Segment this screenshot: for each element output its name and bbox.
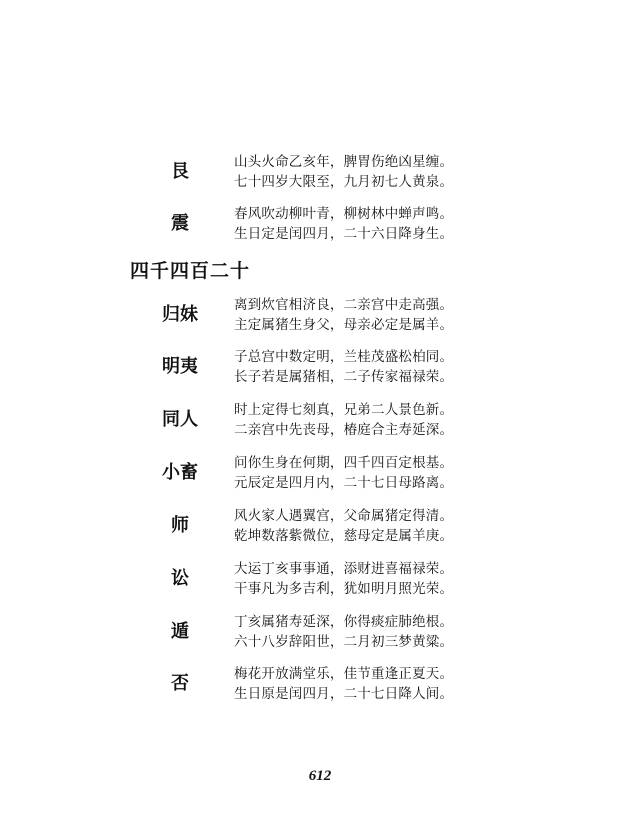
verse-line: 离到炊官相济良，二亲宫中走高强。 — [234, 297, 454, 313]
verse-block — [234, 295, 534, 335]
verse-line: 七十四岁大限至，九月初七人黄泉。 — [234, 174, 454, 190]
verse-block — [234, 347, 534, 387]
verse-block — [234, 204, 534, 244]
hexagram-name: 否 — [171, 673, 189, 694]
hexagram-name: 遁 — [171, 621, 189, 642]
hexagram-name: 归妹 — [162, 304, 198, 325]
entry-guimei — [0, 295, 640, 335]
verse-line: 长子若是属猪相，二子传家福禄荣。 — [234, 369, 454, 385]
verse-block — [234, 559, 534, 599]
verse-line: 问你生身在何期，四千四百定根基。 — [234, 455, 454, 471]
verse-line: 时上定得七刻真，兄弟二人景色新。 — [234, 402, 454, 418]
verse-line: 春风吹动柳叶青，柳树林中蝉声鸣。 — [234, 206, 454, 222]
verse-block — [234, 664, 534, 704]
verse-line: 六十八岁辞阳世，二月初三梦黄粱。 — [234, 634, 454, 650]
entry-dun — [0, 612, 640, 652]
verse-line: 风火家人遇翼宫，父命属猪定得清。 — [234, 508, 454, 524]
verse-line: 生日原是闰四月，二十七日降人间。 — [234, 686, 454, 702]
entry-song — [0, 559, 640, 599]
hexagram-name: 震 — [171, 213, 189, 234]
verse-line: 干事凡为多吉利，犹如明月照光荣。 — [234, 581, 454, 597]
hexagram-name: 师 — [171, 515, 189, 536]
verse-line: 丁亥属猪寿延深，你得痰症肺绝根。 — [234, 614, 454, 630]
verse-block — [234, 152, 534, 192]
entry-tongren — [0, 400, 640, 440]
verse-block — [234, 612, 534, 652]
verse-line: 梅花开放满堂乐，佳节重逢正夏天。 — [234, 666, 454, 682]
verse-line: 主定属猪生身父，母亲必定是属羊。 — [234, 317, 454, 333]
entry-mingyi — [0, 347, 640, 387]
entry-xiaoxu — [0, 453, 640, 493]
hexagram-name: 小畜 — [162, 462, 198, 483]
verse-block — [234, 400, 534, 440]
verse-line: 元辰定是四月内，二十七日母路离。 — [234, 475, 454, 491]
hexagram-name: 同人 — [162, 409, 198, 430]
verse-line: 乾坤数落紫微位，慈母定是属羊庚。 — [234, 528, 454, 544]
verse-line: 子总宫中数定明，兰桂茂盛松柏同。 — [234, 349, 454, 365]
verse-block — [234, 453, 534, 493]
hexagram-name: 讼 — [171, 568, 189, 589]
entry-gen — [0, 152, 640, 192]
entry-shi — [0, 506, 640, 546]
verse-line: 二亲宫中先丧母，椿庭合主寿延深。 — [234, 422, 454, 438]
verse-block — [234, 506, 534, 546]
hexagram-name: 明夷 — [162, 356, 198, 377]
hexagram-name: 艮 — [171, 161, 189, 182]
entry-zhen — [0, 204, 640, 244]
section-heading: 四千四百二十 — [130, 260, 251, 282]
page-number: 612 — [308, 768, 332, 784]
verse-line: 大运丁亥事事通，添财进喜福禄荣。 — [234, 561, 454, 577]
verse-line: 生日定是闰四月，二十六日降身生。 — [234, 226, 454, 242]
verse-line: 山头火命乙亥年，脾胃伤绝凶星缠。 — [234, 154, 454, 170]
entry-pi — [0, 664, 640, 704]
